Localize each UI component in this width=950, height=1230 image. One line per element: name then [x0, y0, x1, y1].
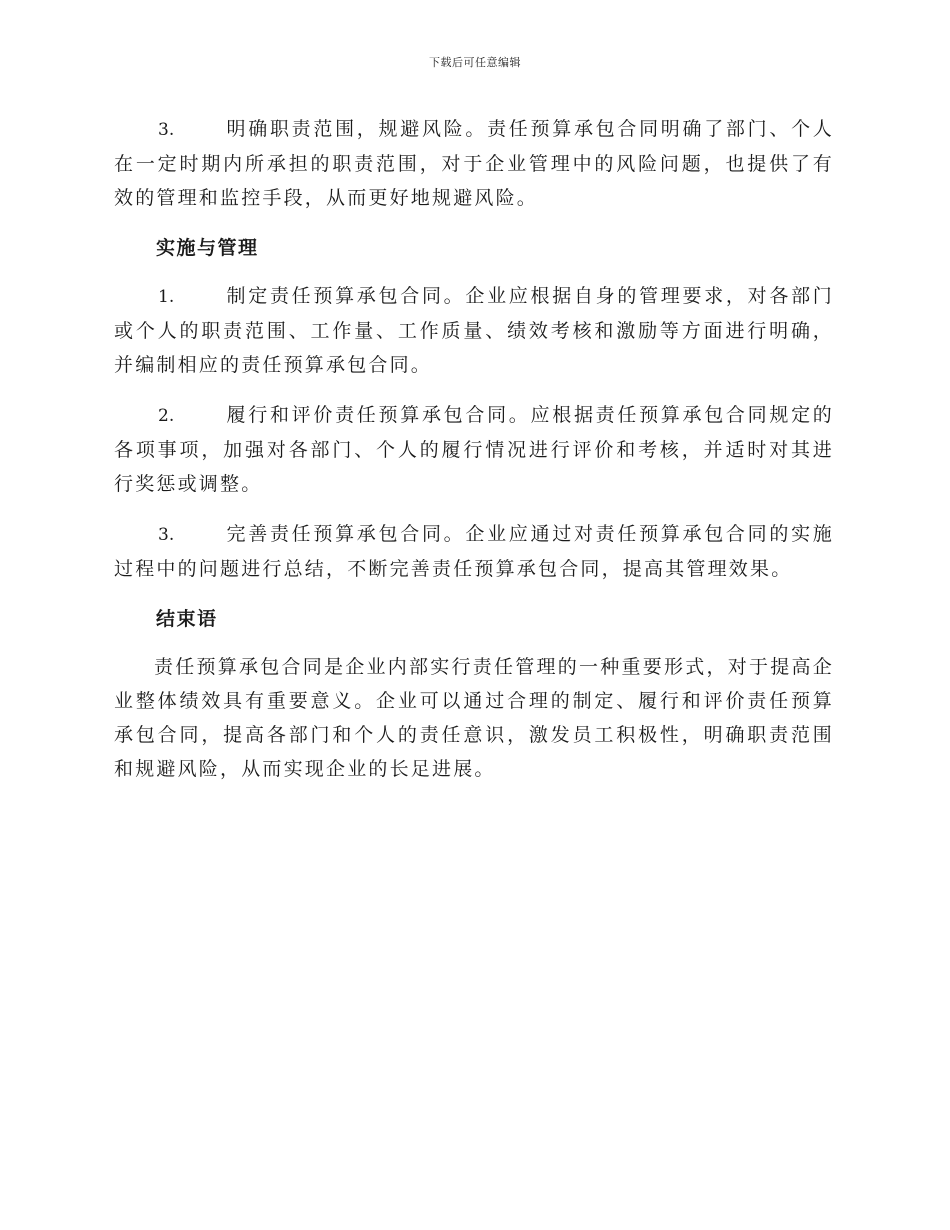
list-item-text: 完善责任预算承包合同。企业应通过对责任预算承包合同的实施过程中的问题进行总结，不断完善责任预算承包合同，提高其管理效果。 [114, 523, 834, 580]
list-item-text: 制定责任预算承包合同。企业应根据自身的管理要求，对各部门或个人的职责范围、工作量、工作质量、绩效考核和激励等方面进行明确，并编制相应的责任预算承包合同。 [114, 285, 834, 376]
conclusion-paragraph: 责任预算承包合同是企业内部实行责任管理的一种重要形式，对于提高企业整体绩效具有重要意义。企业可以通过合理的制定、履行和评价责任预算承包合同，提高各部门和个人的责任意识，激发员工积极性，明确职责范围和规避风险，从而实现企业的长足进展。 [114, 656, 834, 780]
list-item-number: 1. [158, 287, 175, 307]
list-item-text: 明确职责范围，规避风险。责任预算承包合同明确了部门、个人在一定时期内所承担的职责范围，对于企业管理中的风险问题，也提供了有效的管理和监控手段，从而更好地规避风险。 [114, 118, 834, 209]
list-item-implementation-3 [114, 517, 834, 586]
document-body [114, 112, 834, 802]
list-item-implementation-1 [114, 279, 834, 382]
section-heading-implementation: 实施与管理 [156, 237, 259, 259]
list-item-implementation-2 [114, 398, 834, 501]
list-item-number: 3. [158, 525, 175, 545]
section-heading-conclusion: 结束语 [156, 608, 218, 630]
list-item-text: 履行和评价责任预算承包合同。应根据责任预算承包合同规定的各项事项，加强对各部门、个人的履行情况进行评价和考核，并适时对其进行奖惩或调整。 [114, 404, 834, 495]
list-item-number: 3. [158, 120, 175, 140]
page-header: 下载后可任意编辑 [429, 56, 521, 69]
list-item-intro-3 [114, 112, 834, 215]
list-item-number: 2. [158, 406, 175, 426]
